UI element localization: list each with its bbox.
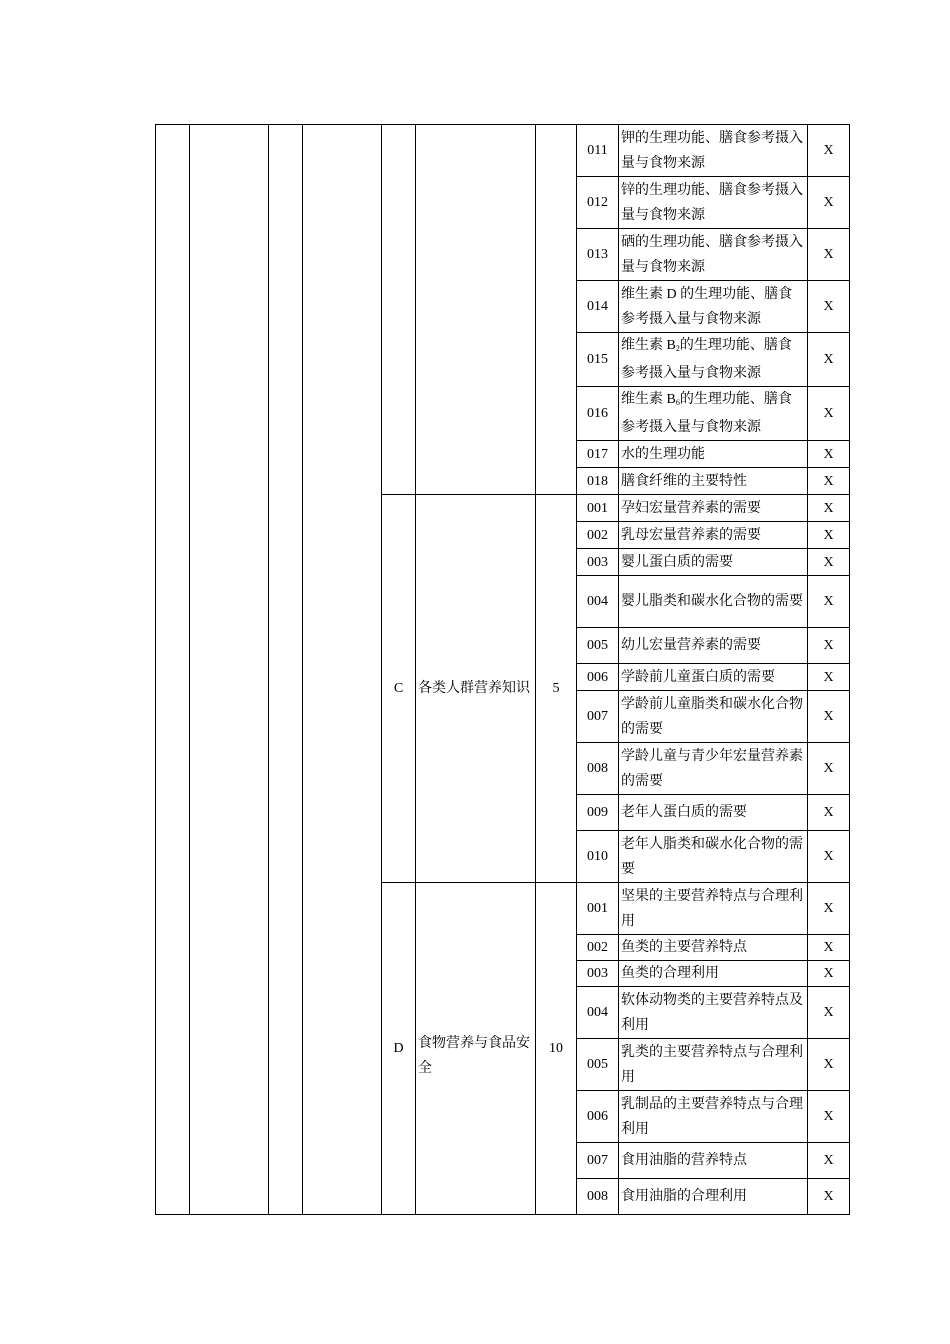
item-text-subscript: 6 (675, 398, 680, 407)
item-mark: X (808, 229, 850, 281)
section-letter (382, 125, 416, 495)
item-code: 009 (577, 795, 619, 831)
item-mark: X (808, 495, 850, 522)
item-text: 婴儿蛋白质的需要 (619, 549, 808, 576)
section-name (416, 125, 536, 495)
item-code: 015 (577, 333, 619, 387)
item-mark: X (808, 628, 850, 664)
item-mark: X (808, 1091, 850, 1143)
item-text: 老年人脂类和碳水化合物的需要 (619, 831, 808, 883)
section-letter: C (382, 495, 416, 883)
item-mark: X (808, 883, 850, 935)
item-text-subscript: 2 (675, 344, 680, 353)
item-code: 005 (577, 1039, 619, 1091)
item-text: 学龄前儿童蛋白质的需要 (619, 664, 808, 691)
item-mark: X (808, 125, 850, 177)
item-text: 坚果的主要营养特点与合理利用 (619, 883, 808, 935)
item-text: 硒的生理功能、膳食参考摄入量与食物来源 (619, 229, 808, 281)
item-code: 017 (577, 441, 619, 468)
item-text: 学龄前儿童脂类和碳水化合物的需要 (619, 691, 808, 743)
item-code: 008 (577, 743, 619, 795)
item-text: 乳类的主要营养特点与合理利用 (619, 1039, 808, 1091)
item-text: 鱼类的合理利用 (619, 961, 808, 987)
item-code: 013 (577, 229, 619, 281)
item-mark: X (808, 576, 850, 628)
item-mark: X (808, 1143, 850, 1179)
item-code: 006 (577, 664, 619, 691)
item-text: 食用油脂的合理利用 (619, 1179, 808, 1215)
item-text-post: 的生理功能、膳食参考摄入量与食物来源 (621, 392, 792, 435)
item-text-pre: 维生素 B (621, 392, 676, 407)
item-mark: X (808, 1039, 850, 1091)
item-code: 006 (577, 1091, 619, 1143)
section-name: 各类人群营养知识 (416, 495, 536, 883)
item-code: 012 (577, 177, 619, 229)
section-weight: 5 (536, 495, 577, 883)
item-text: 膳食纤维的主要特性 (619, 468, 808, 495)
item-text: 食用油脂的营养特点 (619, 1143, 808, 1179)
item-code: 002 (577, 935, 619, 961)
item-code: 003 (577, 549, 619, 576)
item-mark: X (808, 987, 850, 1039)
item-text (619, 387, 808, 441)
item-text: 幼儿宏量营养素的需要 (619, 628, 808, 664)
item-mark: X (808, 387, 850, 441)
item-code: 008 (577, 1179, 619, 1215)
item-mark: X (808, 664, 850, 691)
item-mark: X (808, 468, 850, 495)
item-text: 学龄儿童与青少年宏量营养素的需要 (619, 743, 808, 795)
item-code: 004 (577, 576, 619, 628)
empty-cell-level1 (156, 125, 190, 1215)
knowledge-table (155, 124, 850, 1215)
item-code: 004 (577, 987, 619, 1039)
item-mark: X (808, 935, 850, 961)
table-row (156, 125, 850, 177)
empty-cell-level1-name (190, 125, 269, 1215)
item-text: 锌的生理功能、膳食参考摄入量与食物来源 (619, 177, 808, 229)
section-name: 食物营养与食品安全 (416, 883, 536, 1215)
item-mark: X (808, 333, 850, 387)
item-mark: X (808, 743, 850, 795)
item-text: 老年人蛋白质的需要 (619, 795, 808, 831)
item-code: 001 (577, 883, 619, 935)
item-code: 010 (577, 831, 619, 883)
item-text (619, 333, 808, 387)
item-code: 003 (577, 961, 619, 987)
section-weight: 10 (536, 883, 577, 1215)
item-code: 005 (577, 628, 619, 664)
item-text: 维生素 D 的生理功能、膳食参考摄入量与食物来源 (619, 281, 808, 333)
section-letter: D (382, 883, 416, 1215)
item-mark: X (808, 549, 850, 576)
item-code: 001 (577, 495, 619, 522)
item-mark: X (808, 177, 850, 229)
item-code: 007 (577, 1143, 619, 1179)
item-mark: X (808, 281, 850, 333)
item-text: 钾的生理功能、膳食参考摄入量与食物来源 (619, 125, 808, 177)
item-text: 软体动物类的主要营养特点及利用 (619, 987, 808, 1039)
section-weight (536, 125, 577, 495)
item-code: 011 (577, 125, 619, 177)
item-mark: X (808, 522, 850, 549)
item-code: 018 (577, 468, 619, 495)
item-code: 002 (577, 522, 619, 549)
item-text: 乳制品的主要营养特点与合理利用 (619, 1091, 808, 1143)
item-mark: X (808, 691, 850, 743)
item-code: 014 (577, 281, 619, 333)
item-text: 乳母宏量营养素的需要 (619, 522, 808, 549)
item-code: 016 (577, 387, 619, 441)
empty-cell-level2-name (303, 125, 382, 1215)
item-mark: X (808, 831, 850, 883)
item-text: 水的生理功能 (619, 441, 808, 468)
item-mark: X (808, 441, 850, 468)
item-text: 婴儿脂类和碳水化合物的需要 (619, 576, 808, 628)
item-text-pre: 维生素 B (621, 338, 676, 353)
item-mark: X (808, 1179, 850, 1215)
item-code: 007 (577, 691, 619, 743)
item-mark: X (808, 961, 850, 987)
item-text: 孕妇宏量营养素的需要 (619, 495, 808, 522)
item-text-post: 的生理功能、膳食参考摄入量与食物来源 (621, 338, 792, 381)
empty-cell-level2 (269, 125, 303, 1215)
item-mark: X (808, 795, 850, 831)
item-text: 鱼类的主要营养特点 (619, 935, 808, 961)
